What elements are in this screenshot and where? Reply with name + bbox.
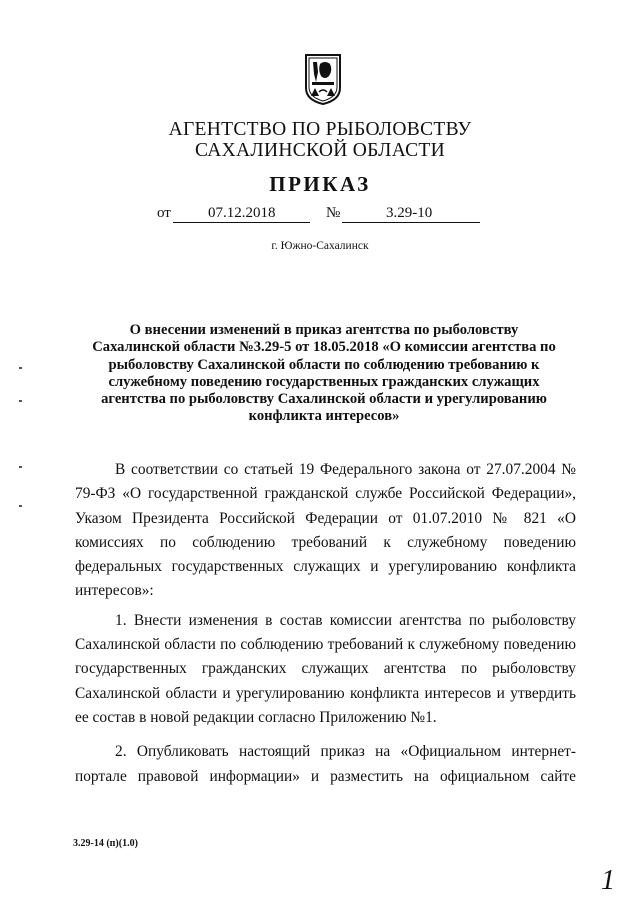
item-2-paragraph: 2. Опубликовать настоящий приказ на «Официальном интернет-портале правовой информации» и разместить на официальном сайте bbox=[75, 743, 576, 785]
agency-name-line2: САХАЛИНСКОЙ ОБЛАСТИ bbox=[194, 140, 446, 161]
title-line: агентства по рыболовству Сахалинской области и урегулированию bbox=[101, 391, 547, 408]
number-underline bbox=[342, 222, 480, 223]
date-underline bbox=[173, 222, 310, 223]
scan-mark bbox=[19, 505, 22, 507]
title-line: конфликта интересов» bbox=[248, 408, 400, 425]
document-code: 3.29-14 (п)(1.0) bbox=[73, 838, 138, 849]
item-1-paragraph: 1. Внести изменения в состав комиссии агентства по рыболовству Сахалинской области по соблюдению требований к служебному поведению государственных гражданских служащих агентства по рыболовству Сахалинской области и урегулированию конфликта интересов и утвердить ее состав в новой редакции согласно Приложению №1. bbox=[75, 611, 576, 726]
order-title bbox=[88, 322, 560, 426]
order-body bbox=[75, 458, 576, 789]
title-line: рыболовству Сахалинской области по соблюдению требованию к bbox=[108, 356, 540, 373]
date-prefix: от bbox=[157, 205, 171, 221]
order-date: 07.12.2018 bbox=[208, 205, 276, 221]
title-line: Сахалинской области №3.29-5 от 18.05.2018 «О комиссии агентства по bbox=[92, 339, 556, 356]
agency-name-line1: АГЕНТСТВО ПО РЫБОЛОВСТВУ bbox=[168, 119, 472, 140]
city: г. Южно-Сахалинск bbox=[271, 240, 369, 252]
order-number: 3.29-10 bbox=[386, 205, 433, 221]
title-line: служебному поведению государственных гражданских служащих bbox=[108, 373, 540, 390]
document-type: ПРИКАЗ bbox=[269, 172, 371, 196]
scan-mark bbox=[19, 400, 22, 402]
scan-mark bbox=[19, 466, 22, 468]
title-line: О внесении изменений в приказ агентства по рыболовству bbox=[129, 322, 519, 338]
number-prefix: № bbox=[326, 205, 341, 221]
scan-mark bbox=[19, 367, 22, 369]
sakhalin-coat-of-arms-icon bbox=[303, 52, 343, 106]
preamble-paragraph: В соответствии со статьей 19 Федерального закона от 27.07.2004 № 79-ФЗ «О государственной гражданской службе Российской Федерации», Указом Президента Российской Федерации от 01.07.2010 № 821 «О комиссиях по соблюдению требований к служебному поведению федеральных государственных служащих и урегулированию конфликта интересов»: bbox=[75, 461, 576, 600]
page-number: 1 bbox=[601, 865, 615, 896]
